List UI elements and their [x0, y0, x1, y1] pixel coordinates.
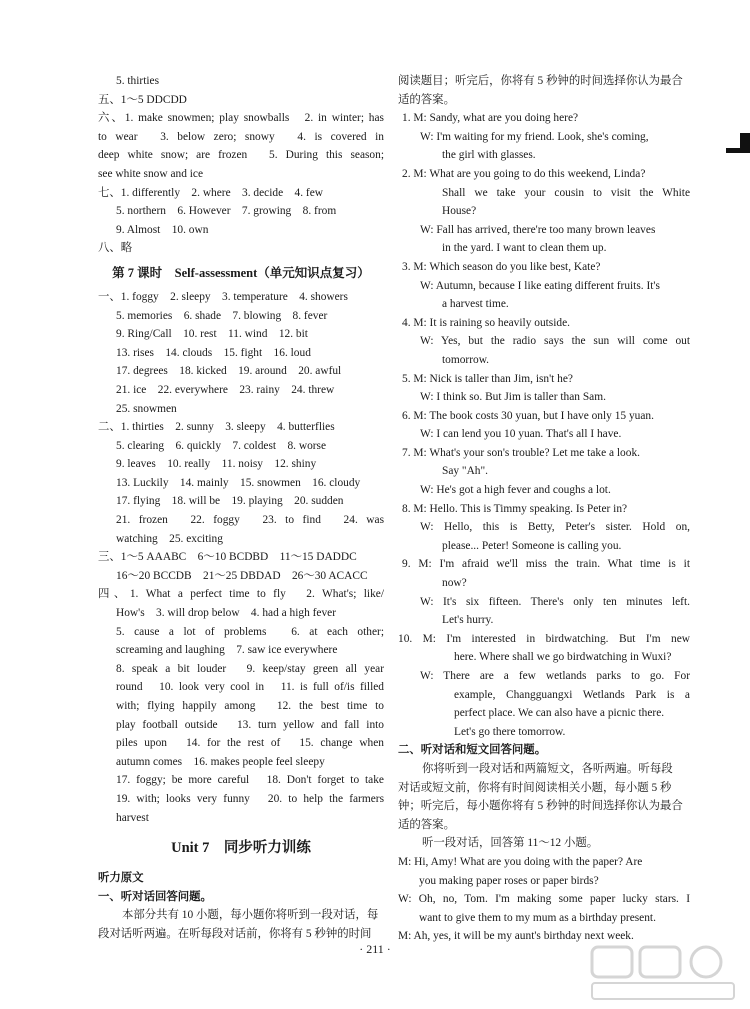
left-line: piles upon 14. for the rest of 15. change when	[116, 737, 384, 750]
left-line: 9. leaves 10. really 11. noisy 12. shiny	[116, 458, 317, 471]
right-line: Let's hurry.	[442, 614, 494, 627]
right-line: 二、听对话和短文回答问题。	[398, 744, 547, 757]
right-line: W: He's got a high fever and coughs a lot.	[420, 484, 611, 497]
right-line: 7. M: What's your son's trouble? Let me take a look.	[402, 446, 640, 459]
left-line: screaming and laughing 7. saw ice everywhere	[116, 644, 338, 657]
left-line: with; flying happily among 12. the best time to	[116, 700, 384, 712]
right-line: 8. M: Hello. This is Timmy speaking. Is Peter in?	[402, 502, 628, 515]
left-line: 21. ice 22. everywhere 23. rainy 24. threw	[116, 383, 335, 396]
right-line: please... Peter! Someone is calling you.	[442, 539, 622, 552]
left-line: see white snow and ice	[98, 167, 204, 180]
right-line: 5. M: Nick is taller than Jim, isn't he?	[402, 372, 573, 385]
right-line: W: I can lend you 10 yuan. That's all I have.	[420, 428, 622, 441]
left-line: 5. northern 6. However 7. growing 8. from	[116, 205, 337, 218]
left-line: 9. Almost 10. own	[116, 223, 209, 236]
left-line: 六、1. make snowmen; play snowballs 2. in winter; has	[98, 112, 384, 125]
right-line: 适的答案。	[398, 93, 455, 106]
right-line: M: Ah, yes, it will be my aunt's birthday next week.	[398, 930, 634, 943]
left-line: How's 3. will drop below 4. had a high fever	[116, 607, 337, 620]
left-line: 七、1. differently 2. where 3. decide 4. few	[98, 186, 324, 199]
left-line: 13. Luckily 14. mainly 15. snowmen 16. cloudy	[116, 476, 361, 489]
right-line: W: Autumn, because I like eating different fruits. It's	[420, 279, 660, 292]
edge-tab-marker	[740, 133, 750, 153]
left-line: 17. flying 18. will be 19. playing 20. sudden	[116, 495, 344, 508]
left-line: 5. clearing 6. quickly 7. coldest 8. worse	[116, 439, 327, 452]
right-line: W: Yes, but the radio says the sun will come out	[420, 335, 690, 348]
watermark-logo	[588, 941, 738, 1003]
left-line: 17. degrees 18. kicked 19. around 20. awful	[116, 365, 342, 378]
left-line: 四、1. What a perfect time to fly 2. What's; like/	[98, 588, 384, 601]
edge-tab-marker-foot	[726, 148, 740, 153]
left-line: 8. speak a bit louder 9. keep/stay green all year	[116, 662, 384, 675]
left-line: watching 25. exciting	[116, 532, 223, 545]
left-line: 17. foggy; be more careful 18. Don't forget to take	[116, 774, 384, 787]
left-line: 25. snowmen	[116, 402, 177, 415]
right-line: Let's go there tomorrow.	[454, 725, 566, 738]
right-line: tomorrow.	[442, 353, 490, 366]
left-line: play football outside 13. turn yellow and fall into	[116, 718, 384, 731]
right-line: 9. M: I'm afraid we'll miss the train. What time is it	[402, 558, 690, 571]
left-line: 5. cause a lot of problems 6. at each other;	[116, 625, 384, 638]
left-line: 一、听对话回答问题。	[98, 890, 212, 903]
right-line: 6. M: The book costs 30 yuan, but I have only 15 yuan.	[402, 409, 654, 422]
right-line: W: It's six fifteen. There's only ten minutes left.	[420, 595, 690, 608]
right-line: W: I think so. But Jim is taller than Sam.	[420, 391, 606, 404]
right-line: W: Oh, no, Tom. I'm making some paper lucky stars. I	[398, 893, 690, 906]
left-line: 5. memories 6. shade 7. blowing 8. fever	[116, 309, 328, 322]
right-line: want to give them to my mum as a birthday present.	[419, 911, 656, 924]
right-line: Shall we take your cousin to visit the White	[442, 186, 690, 199]
left-line: to wear 3. below zero; snowy 4. is covered in	[98, 130, 384, 143]
right-line: 阅读题目；听完后，你将有 5 秒钟的时间选择你认为最合	[398, 75, 683, 87]
right-line: 10. M: I'm interested in birdwatching. But I'm new	[398, 632, 690, 645]
right-column	[398, 72, 690, 946]
page-number: · 211 ·	[359, 942, 391, 956]
left-line: 19. with; looks very funny 20. to help the farmers	[116, 792, 384, 805]
right-line: 听一段对话，回答第 11～12 小题。	[422, 837, 599, 850]
right-line: W: There are a few wetlands parks to go. For	[420, 670, 690, 682]
left-line: 16～20 BCCDB 21～25 DBDAD 26～30 ACACC	[116, 569, 368, 582]
left-line: 五、1～5 DDCDD	[98, 93, 187, 106]
left-line: 八、略	[98, 242, 133, 255]
right-line: W: Hello, this is Betty, Peter's sister. Hold on,	[420, 521, 690, 534]
left-line: 一、1. foggy 2. sleepy 3. temperature 4. showers	[98, 290, 348, 303]
right-line: now?	[442, 577, 467, 590]
left-line: 二、1. thirties 2. sunny 3. sleepy 4. butterflies	[98, 421, 335, 434]
right-line: the girl with glasses.	[442, 149, 536, 162]
right-line: 你将听到一段对话和两篇短文，各听两遍。听每段	[422, 762, 673, 775]
left-line: 第 7 课时 Self-assessment（单元知识点复习）	[112, 265, 370, 280]
right-line: 4. M: It is raining so heavily outside.	[402, 316, 570, 329]
right-line: Say "Ah".	[442, 465, 489, 478]
right-line: W: Fall has arrived, there're too many brown leaves	[420, 223, 656, 236]
right-line: perfect place. We can also have a picnic there.	[454, 707, 665, 720]
right-line: 对话或短文前，你将有时间阅读相关小题，每小题 5 秒	[398, 781, 672, 794]
left-line: round 10. look very cool in 11. is full of/is filled	[116, 681, 384, 694]
right-line: W: I'm waiting for my friend. Look, she's coming,	[420, 130, 649, 143]
right-line: 1. M: Sandy, what are you doing here?	[402, 112, 579, 125]
right-line: House?	[442, 205, 477, 218]
left-line: Unit 7 同步听力训练	[171, 840, 311, 857]
right-line: in the yard. I want to clean them up.	[442, 242, 607, 255]
right-line: you making paper roses or paper birds?	[419, 874, 599, 887]
right-line: M: Hi, Amy! What are you doing with the paper? Are	[398, 855, 643, 868]
left-line: 本部分共有 10 小题，每小题你将听到一段对话，每	[122, 909, 379, 922]
right-line: 2. M: What are you going to do this weekend, Linda?	[402, 167, 646, 180]
right-line: a harvest time.	[442, 298, 509, 311]
left-column	[98, 72, 384, 944]
left-line: 三、1～5 AAABC 6～10 BCDBD 11～15 DADDC	[98, 551, 357, 564]
left-line: 13. rises 14. clouds 15. fight 16. loud	[116, 346, 311, 359]
right-line: example, Changguangxi Wetlands Park is a	[454, 688, 690, 701]
left-line: 听力原文	[98, 872, 144, 885]
right-line: 钟；听完后，每小题你将有 5 秒钟的时间选择你认为最合	[398, 800, 683, 813]
left-line: 段对话听两遍。在听每段对话前，你将有 5 秒钟的时间	[98, 927, 372, 940]
left-line: deep white snow; are frozen 5. During this season;	[98, 149, 384, 162]
left-line: autumn comes 16. makes people feel sleepy	[116, 755, 325, 768]
left-line: harvest	[116, 811, 149, 824]
left-line: 9. Ring/Call 10. rest 11. wind 12. bit	[116, 328, 308, 341]
right-line: 3. M: Which season do you like best, Kate?	[402, 260, 601, 273]
right-line: here. Where shall we go birdwatching in Wuxi?	[454, 651, 672, 664]
left-line: 5. thirties	[116, 75, 160, 87]
right-line: 适的答案。	[398, 818, 455, 831]
left-line: 21. frozen 22. foggy 23. to find 24. was	[116, 514, 384, 527]
